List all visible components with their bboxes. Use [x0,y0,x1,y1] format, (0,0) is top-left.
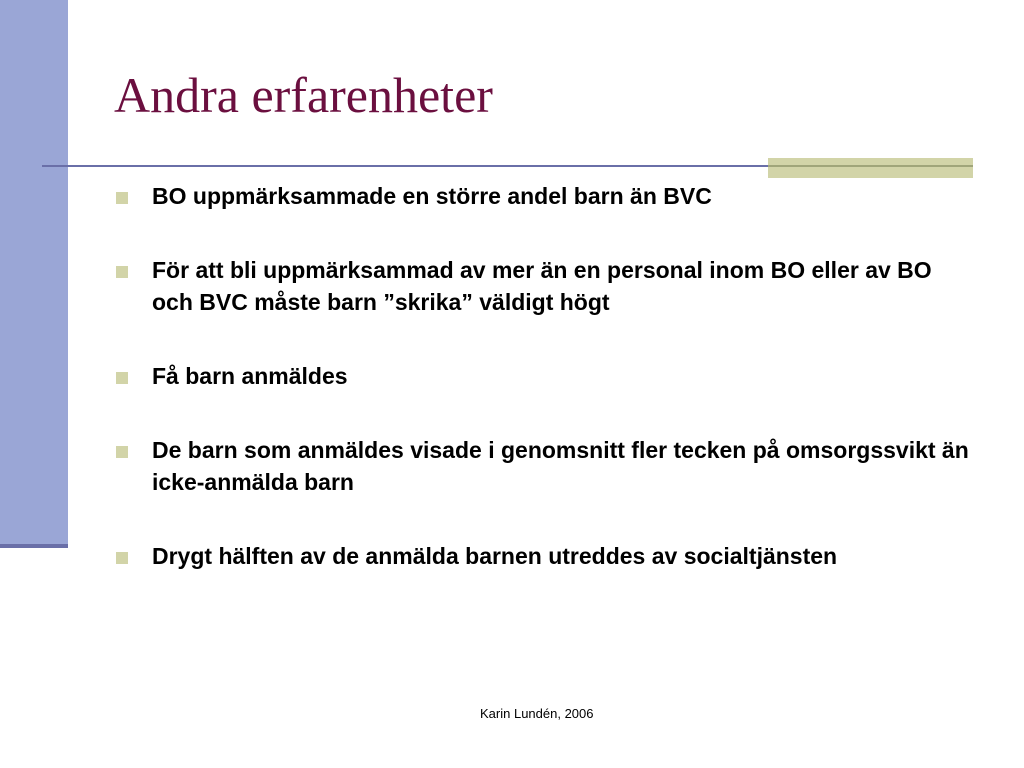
slide-title: Andra erfarenheter [114,67,493,123]
bullet-text: BO uppmärksammade en större andel barn än BVC [152,183,712,209]
bullet-item [116,434,976,498]
title-accent-band-line [768,165,973,167]
bullet-item [116,180,976,212]
bullet-item [116,360,976,392]
bullet-text: De barn som anmäldes visade i genomsnitt fler tecken på omsorgssvikt än icke-anmälda barn [152,437,969,495]
bullet-text: Få barn anmäldes [152,363,348,389]
bullet-text: För att bli uppmärksammad av mer än en personal inom BO eller av BO och BVC måste barn ”skrika” väldigt högt [152,257,932,315]
bullet-list [116,180,976,614]
square-bullet-icon [116,446,128,458]
square-bullet-icon [116,266,128,278]
bullet-item [116,254,976,318]
side-accent-bar-edge [0,544,68,548]
square-bullet-icon [116,372,128,384]
square-bullet-icon [116,192,128,204]
side-accent-bar [0,0,68,545]
bullet-item [116,540,976,572]
square-bullet-icon [116,552,128,564]
footer-author: Karin Lundén, 2006 [480,706,594,721]
bullet-text: Drygt hälften av de anmälda barnen utreddes av socialtjänsten [152,543,838,569]
title-accent-band [768,158,973,178]
